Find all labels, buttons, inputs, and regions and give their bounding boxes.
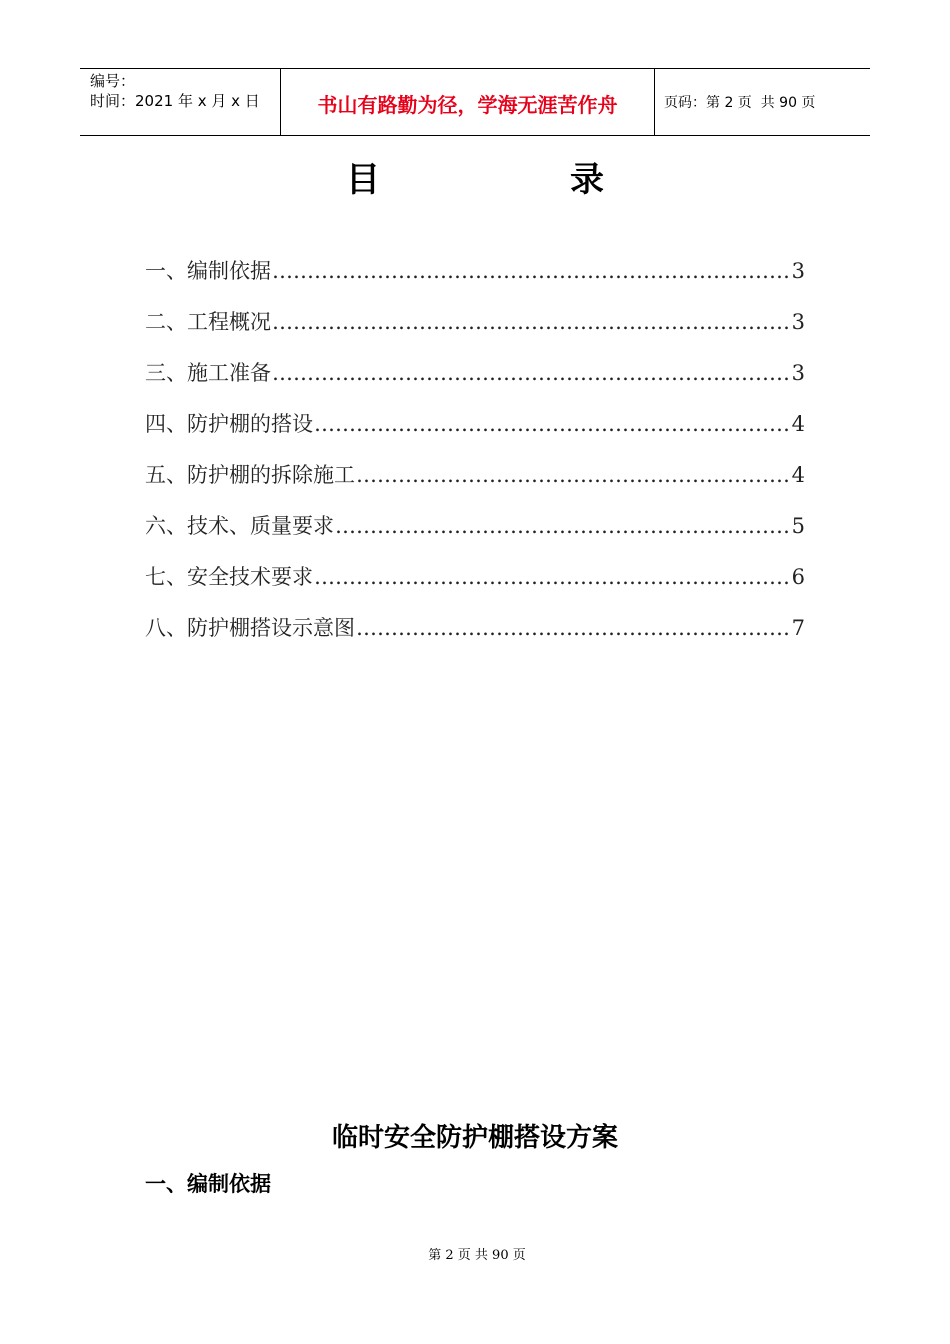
toc-dot-leader [356, 613, 791, 643]
toc-entry-label: 一、编制依据 [145, 259, 271, 283]
toc-entry-label: 四、防护棚的搭设 [145, 412, 313, 436]
header-number-label: 编号： [90, 72, 136, 90]
header-meta-cell [80, 69, 281, 135]
toc-dot-leader [335, 511, 791, 541]
page-footer: 第 2 页 共 90 页 [428, 1248, 526, 1263]
section-heading: 一、编制依据 [145, 1172, 271, 1196]
toc-title-char-2: 录 [570, 160, 604, 200]
header-page-info: 页码：第 2 页 共 90 页 [664, 95, 816, 111]
toc-title-char-1: 目 [346, 160, 380, 200]
toc-entry[interactable] [145, 358, 805, 409]
header-page-cell [655, 69, 870, 135]
toc-dot-leader [272, 307, 791, 337]
toc-entry-page: 3 [791, 361, 805, 385]
document-title: 临时安全防护棚搭设方案 [331, 1123, 618, 1153]
toc-title [0, 160, 950, 204]
toc-entry-page: 3 [791, 259, 805, 283]
toc-entry[interactable] [145, 613, 805, 664]
toc-dot-leader [272, 256, 791, 286]
toc-entry-page: 7 [791, 616, 805, 640]
toc-dot-leader [314, 409, 791, 439]
toc-entry-label: 五、防护棚的拆除施工 [145, 463, 355, 487]
toc-entry[interactable] [145, 562, 805, 613]
toc-entry[interactable] [145, 256, 805, 307]
toc-entry-page: 4 [791, 412, 805, 436]
toc-dot-leader [272, 358, 791, 388]
header-motto [281, 69, 655, 135]
toc-entry-label: 六、技术、质量要求 [145, 514, 334, 538]
toc-entry-label: 八、防护棚搭设示意图 [145, 616, 355, 640]
toc-dot-leader [356, 460, 791, 490]
toc-entry[interactable] [145, 511, 805, 562]
header-motto-text: 书山有路勤为径，学海无涯苦作舟 [317, 92, 618, 117]
toc-entry-page: 5 [791, 514, 805, 538]
table-of-contents [145, 256, 805, 664]
header-time-label: 时间：2021 年 x 月 x 日 [90, 92, 260, 110]
toc-entry-label: 二、工程概况 [145, 310, 271, 334]
toc-entry-page: 4 [791, 463, 805, 487]
toc-entry-page: 6 [791, 565, 805, 589]
toc-entry[interactable] [145, 460, 805, 511]
toc-entry[interactable] [145, 307, 805, 358]
toc-entry[interactable] [145, 409, 805, 460]
toc-entry-label: 七、安全技术要求 [145, 565, 313, 589]
toc-dot-leader [314, 562, 791, 592]
toc-entry-page: 3 [791, 310, 805, 334]
page-header [80, 68, 870, 136]
toc-entry-label: 三、施工准备 [145, 361, 271, 385]
